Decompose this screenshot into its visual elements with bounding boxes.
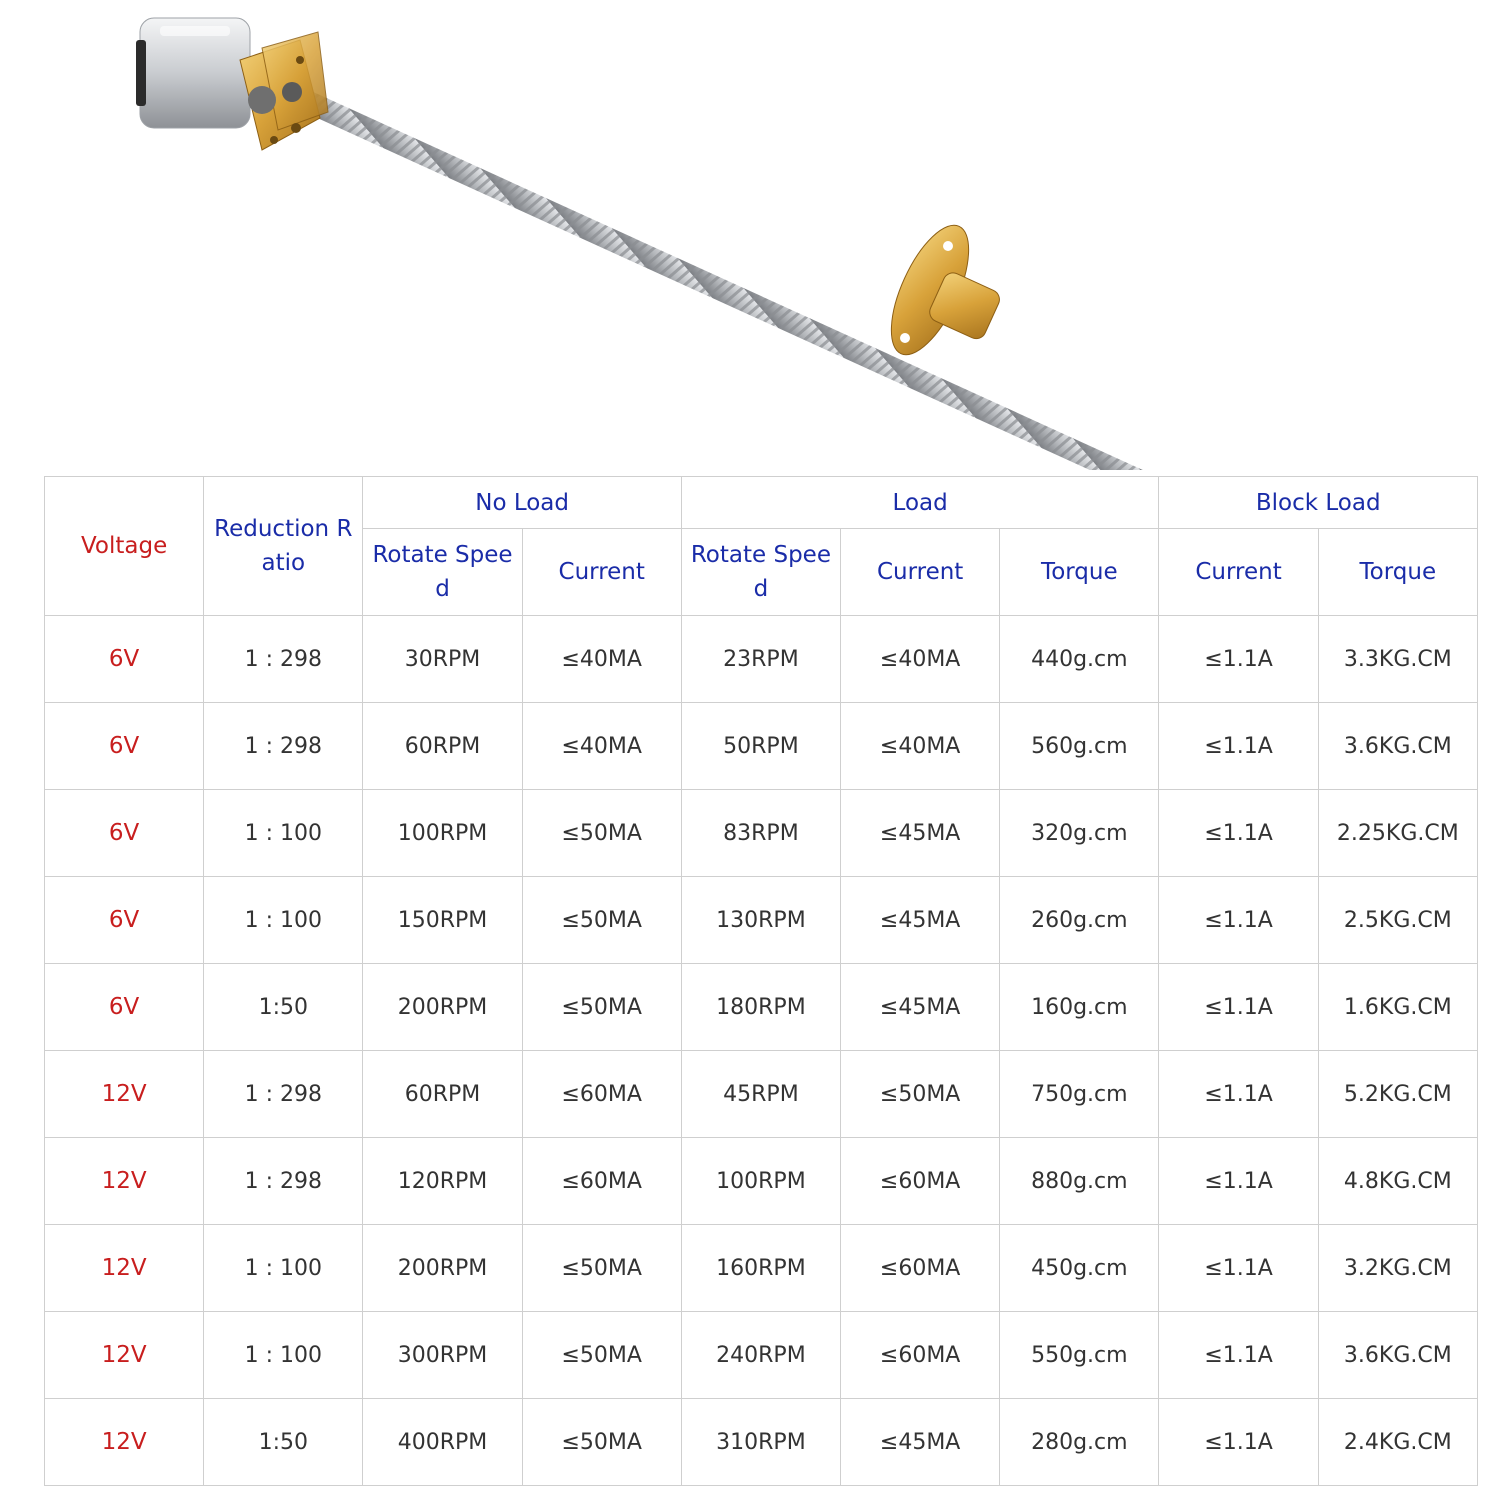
cell-voltage: 6V [45, 964, 204, 1051]
cell-voltage: 12V [45, 1225, 204, 1312]
header-load-torque: Torque [1000, 529, 1159, 616]
cell-no-load-speed: 30RPM [363, 616, 522, 703]
table-row [45, 1312, 1478, 1399]
cell-block-torque: 3.3KG.CM [1318, 616, 1477, 703]
cell-block-torque: 3.6KG.CM [1318, 703, 1477, 790]
cell-no-load-speed: 200RPM [363, 1225, 522, 1312]
header-voltage: Voltage [45, 477, 204, 616]
cell-voltage: 12V [45, 1138, 204, 1225]
lead-screw-gear-motor-icon [0, 0, 1500, 470]
cell-reduction-ratio: 1 : 100 [204, 790, 363, 877]
cell-no-load-current: ≤50MA [522, 964, 681, 1051]
cell-no-load-speed: 100RPM [363, 790, 522, 877]
cell-load-speed: 45RPM [681, 1051, 840, 1138]
header-group-row [45, 477, 1478, 529]
cell-load-torque: 450g.cm [1000, 1225, 1159, 1312]
cell-no-load-current: ≤40MA [522, 703, 681, 790]
cell-block-current: ≤1.1A [1159, 1225, 1318, 1312]
cell-no-load-speed: 300RPM [363, 1312, 522, 1399]
cell-no-load-current: ≤50MA [522, 1312, 681, 1399]
cell-load-current: ≤40MA [841, 703, 1000, 790]
cell-load-torque: 880g.cm [1000, 1138, 1159, 1225]
cell-load-current: ≤40MA [841, 616, 1000, 703]
cell-reduction-ratio: 1 : 298 [204, 703, 363, 790]
cell-block-current: ≤1.1A [1159, 1399, 1318, 1486]
cell-block-current: ≤1.1A [1159, 877, 1318, 964]
cell-block-current: ≤1.1A [1159, 616, 1318, 703]
cell-load-current: ≤60MA [841, 1312, 1000, 1399]
cell-load-speed: 240RPM [681, 1312, 840, 1399]
cell-reduction-ratio: 1:50 [204, 1399, 363, 1486]
cell-no-load-current: ≤50MA [522, 877, 681, 964]
cell-no-load-speed: 400RPM [363, 1399, 522, 1486]
cell-no-load-current: ≤50MA [522, 1225, 681, 1312]
cell-no-load-current: ≤50MA [522, 1399, 681, 1486]
cell-load-speed: 23RPM [681, 616, 840, 703]
product-image [0, 0, 1500, 470]
table-row [45, 790, 1478, 877]
spec-table [44, 476, 1478, 1486]
cell-voltage: 12V [45, 1312, 204, 1399]
header-no-load: No Load [363, 477, 681, 529]
header-load: Load [681, 477, 1159, 529]
cell-block-current: ≤1.1A [1159, 1051, 1318, 1138]
cell-voltage: 12V [45, 1399, 204, 1486]
cell-load-torque: 440g.cm [1000, 616, 1159, 703]
cell-voltage: 6V [45, 877, 204, 964]
cell-load-speed: 180RPM [681, 964, 840, 1051]
cell-load-speed: 100RPM [681, 1138, 840, 1225]
cell-load-torque: 750g.cm [1000, 1051, 1159, 1138]
spec-table-body [45, 616, 1478, 1486]
table-row [45, 877, 1478, 964]
cell-block-current: ≤1.1A [1159, 1138, 1318, 1225]
cell-block-current: ≤1.1A [1159, 790, 1318, 877]
cell-load-torque: 560g.cm [1000, 703, 1159, 790]
cell-load-current: ≤50MA [841, 1051, 1000, 1138]
cell-block-torque: 2.5KG.CM [1318, 877, 1477, 964]
cell-load-speed: 130RPM [681, 877, 840, 964]
cell-voltage: 12V [45, 1051, 204, 1138]
cell-reduction-ratio: 1 : 100 [204, 877, 363, 964]
cell-no-load-speed: 60RPM [363, 703, 522, 790]
cell-load-torque: 550g.cm [1000, 1312, 1159, 1399]
cell-no-load-current: ≤50MA [522, 790, 681, 877]
cell-load-torque: 260g.cm [1000, 877, 1159, 964]
cell-no-load-current: ≤60MA [522, 1138, 681, 1225]
header-no-load-speed: Rotate Spee d [363, 529, 522, 616]
cell-load-current: ≤45MA [841, 964, 1000, 1051]
table-row [45, 1225, 1478, 1312]
cell-load-speed: 310RPM [681, 1399, 840, 1486]
header-load-speed: Rotate Spee d [681, 529, 840, 616]
cell-load-torque: 280g.cm [1000, 1399, 1159, 1486]
cell-load-current: ≤60MA [841, 1138, 1000, 1225]
cell-reduction-ratio: 1 : 298 [204, 1138, 363, 1225]
header-reduction-ratio: Reduction R atio [204, 477, 363, 616]
cell-no-load-speed: 150RPM [363, 877, 522, 964]
cell-block-torque: 3.6KG.CM [1318, 1312, 1477, 1399]
cell-voltage: 6V [45, 616, 204, 703]
cell-load-torque: 320g.cm [1000, 790, 1159, 877]
cell-load-speed: 83RPM [681, 790, 840, 877]
table-row [45, 703, 1478, 790]
cell-block-current: ≤1.1A [1159, 964, 1318, 1051]
cell-block-current: ≤1.1A [1159, 703, 1318, 790]
header-block-current: Current [1159, 529, 1318, 616]
cell-block-torque: 5.2KG.CM [1318, 1051, 1477, 1138]
cell-load-speed: 50RPM [681, 703, 840, 790]
cell-reduction-ratio: 1 : 298 [204, 1051, 363, 1138]
header-no-load-current: Current [522, 529, 681, 616]
cell-block-current: ≤1.1A [1159, 1312, 1318, 1399]
cell-block-torque: 2.4KG.CM [1318, 1399, 1477, 1486]
cell-reduction-ratio: 1 : 100 [204, 1312, 363, 1399]
cell-no-load-speed: 120RPM [363, 1138, 522, 1225]
cell-block-torque: 4.8KG.CM [1318, 1138, 1477, 1225]
cell-block-torque: 2.25KG.CM [1318, 790, 1477, 877]
cell-reduction-ratio: 1 : 298 [204, 616, 363, 703]
table-row [45, 616, 1478, 703]
cell-no-load-speed: 200RPM [363, 964, 522, 1051]
cell-load-current: ≤60MA [841, 1225, 1000, 1312]
cell-load-torque: 160g.cm [1000, 964, 1159, 1051]
cell-reduction-ratio: 1 : 100 [204, 1225, 363, 1312]
header-block-load: Block Load [1159, 477, 1478, 529]
cell-load-speed: 160RPM [681, 1225, 840, 1312]
table-row [45, 1138, 1478, 1225]
cell-voltage: 6V [45, 703, 204, 790]
table-row [45, 1399, 1478, 1486]
cell-no-load-current: ≤60MA [522, 1051, 681, 1138]
cell-no-load-speed: 60RPM [363, 1051, 522, 1138]
cell-load-current: ≤45MA [841, 790, 1000, 877]
cell-block-torque: 3.2KG.CM [1318, 1225, 1477, 1312]
cell-no-load-current: ≤40MA [522, 616, 681, 703]
cell-load-current: ≤45MA [841, 1399, 1000, 1486]
cell-voltage: 6V [45, 790, 204, 877]
table-row [45, 1051, 1478, 1138]
cell-reduction-ratio: 1:50 [204, 964, 363, 1051]
table-row [45, 964, 1478, 1051]
header-block-torque: Torque [1318, 529, 1477, 616]
cell-load-current: ≤45MA [841, 877, 1000, 964]
header-load-current: Current [841, 529, 1000, 616]
cell-block-torque: 1.6KG.CM [1318, 964, 1477, 1051]
